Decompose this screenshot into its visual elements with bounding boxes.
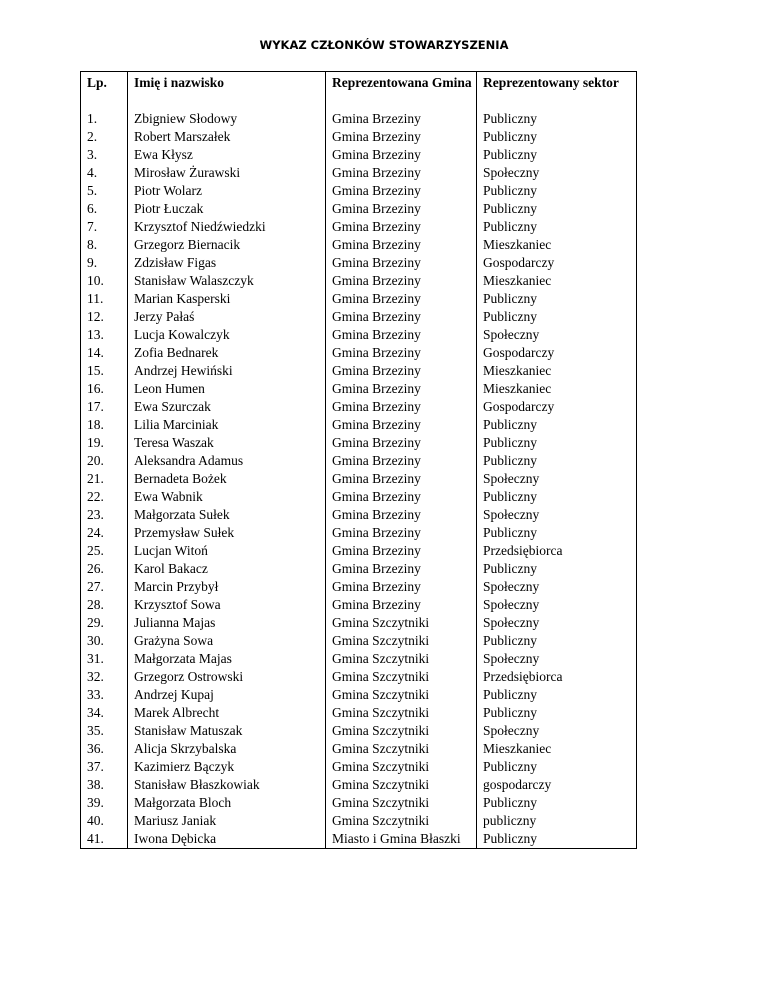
cell-sector: Przedsiębiorca	[477, 668, 637, 686]
cell-commune: Gmina Brzeziny	[326, 128, 477, 146]
table-row	[81, 470, 637, 488]
table-row	[81, 812, 637, 830]
cell-name: Stanisław Błaszkowiak	[128, 776, 326, 794]
cell-name: Zdzisław Figas	[128, 254, 326, 272]
cell-commune: Gmina Szczytniki	[326, 650, 477, 668]
table-row	[81, 236, 637, 254]
cell-name: Marcin Przybył	[128, 578, 326, 596]
cell-name: Robert Marszałek	[128, 128, 326, 146]
cell-sector: Gospodarczy	[477, 344, 637, 362]
table-row	[81, 560, 637, 578]
cell-name: Ewa Kłysz	[128, 146, 326, 164]
cell-sector: Publiczny	[477, 308, 637, 326]
cell-sector: Społeczny	[477, 596, 637, 614]
cell-sector: Publiczny	[477, 632, 637, 650]
cell-sector: Społeczny	[477, 722, 637, 740]
cell-lp: 1.	[81, 110, 128, 128]
cell-name: Krzysztof Sowa	[128, 596, 326, 614]
cell-sector: Publiczny	[477, 218, 637, 236]
cell-lp: 33.	[81, 686, 128, 704]
cell-commune: Gmina Brzeziny	[326, 488, 477, 506]
cell-name: Lucjan Witoń	[128, 542, 326, 560]
cell-commune: Gmina Szczytniki	[326, 686, 477, 704]
cell-sector: gospodarczy	[477, 776, 637, 794]
table-row	[81, 254, 637, 272]
cell-lp: 4.	[81, 164, 128, 182]
cell-sector: Publiczny	[477, 830, 637, 849]
document-title: WYKAZ CZŁONKÓW STOWARZYSZENIA	[259, 38, 509, 52]
cell-lp: 27.	[81, 578, 128, 596]
table-row	[81, 146, 637, 164]
cell-sector: Społeczny	[477, 650, 637, 668]
cell-name: Marek Albrecht	[128, 704, 326, 722]
cell-lp: 24.	[81, 524, 128, 542]
cell-name: Bernadeta Bożek	[128, 470, 326, 488]
cell-commune: Gmina Brzeziny	[326, 362, 477, 380]
cell-name: Lilia Marciniak	[128, 416, 326, 434]
cell-commune: Gmina Brzeziny	[326, 272, 477, 290]
table-row	[81, 506, 637, 524]
cell-commune: Gmina Brzeziny	[326, 416, 477, 434]
cell-name: Julianna Majas	[128, 614, 326, 632]
cell-lp: 23.	[81, 506, 128, 524]
cell-commune: Gmina Szczytniki	[326, 812, 477, 830]
table-row	[81, 308, 637, 326]
table-row	[81, 758, 637, 776]
cell-commune: Gmina Brzeziny	[326, 236, 477, 254]
cell-commune: Gmina Brzeziny	[326, 182, 477, 200]
cell-commune: Gmina Brzeziny	[326, 560, 477, 578]
table-row	[81, 110, 637, 128]
cell-name: Karol Bakacz	[128, 560, 326, 578]
table-row	[81, 362, 637, 380]
cell-lp: 5.	[81, 182, 128, 200]
cell-lp: 40.	[81, 812, 128, 830]
cell-sector: Publiczny	[477, 758, 637, 776]
cell-lp: 11.	[81, 290, 128, 308]
cell-commune: Gmina Szczytniki	[326, 722, 477, 740]
cell-name: Grzegorz Biernacik	[128, 236, 326, 254]
cell-lp: 39.	[81, 794, 128, 812]
cell-lp: 10.	[81, 272, 128, 290]
cell-sector: Społeczny	[477, 578, 637, 596]
cell-sector: Gospodarczy	[477, 398, 637, 416]
table-row	[81, 830, 637, 849]
cell-lp: 21.	[81, 470, 128, 488]
cell-lp: 9.	[81, 254, 128, 272]
cell-sector: Społeczny	[477, 614, 637, 632]
cell-name: Grzegorz Ostrowski	[128, 668, 326, 686]
table-row	[81, 182, 637, 200]
cell-commune: Gmina Brzeziny	[326, 200, 477, 218]
cell-lp: 29.	[81, 614, 128, 632]
header-name: Imię i nazwisko	[128, 72, 326, 111]
cell-lp: 26.	[81, 560, 128, 578]
cell-name: Aleksandra Adamus	[128, 452, 326, 470]
cell-sector: Publiczny	[477, 110, 637, 128]
cell-name: Teresa Waszak	[128, 434, 326, 452]
cell-commune: Gmina Brzeziny	[326, 254, 477, 272]
cell-name: Piotr Wolarz	[128, 182, 326, 200]
cell-commune: Gmina Szczytniki	[326, 614, 477, 632]
cell-name: Mariusz Janiak	[128, 812, 326, 830]
table-row	[81, 380, 637, 398]
cell-commune: Gmina Brzeziny	[326, 470, 477, 488]
header-lp: Lp.	[81, 72, 128, 111]
cell-sector: Mieszkaniec	[477, 236, 637, 254]
cell-name: Leon Humen	[128, 380, 326, 398]
cell-sector: Publiczny	[477, 128, 637, 146]
cell-sector: Publiczny	[477, 794, 637, 812]
cell-name: Andrzej Hewiński	[128, 362, 326, 380]
table-row	[81, 776, 637, 794]
table-row	[81, 524, 637, 542]
table-row	[81, 722, 637, 740]
table-row	[81, 704, 637, 722]
table-row	[81, 218, 637, 236]
cell-lp: 32.	[81, 668, 128, 686]
cell-lp: 16.	[81, 380, 128, 398]
header-commune: Reprezentowana Gmina	[326, 72, 477, 111]
cell-sector: Społeczny	[477, 164, 637, 182]
table-row	[81, 344, 637, 362]
cell-sector: Publiczny	[477, 182, 637, 200]
cell-name: Mirosław Żurawski	[128, 164, 326, 182]
cell-sector: Publiczny	[477, 686, 637, 704]
table-row	[81, 650, 637, 668]
table-row	[81, 614, 637, 632]
cell-name: Małgorzata Sułek	[128, 506, 326, 524]
cell-name: Marian Kasperski	[128, 290, 326, 308]
table-row	[81, 326, 637, 344]
cell-lp: 6.	[81, 200, 128, 218]
table-row	[81, 632, 637, 650]
cell-lp: 19.	[81, 434, 128, 452]
cell-commune: Gmina Brzeziny	[326, 218, 477, 236]
table-row	[81, 488, 637, 506]
cell-lp: 12.	[81, 308, 128, 326]
cell-sector: Mieszkaniec	[477, 272, 637, 290]
cell-name: Jerzy Pałaś	[128, 308, 326, 326]
cell-lp: 22.	[81, 488, 128, 506]
cell-commune: Gmina Brzeziny	[326, 146, 477, 164]
cell-name: Iwona Dębicka	[128, 830, 326, 849]
cell-lp: 20.	[81, 452, 128, 470]
cell-sector: Mieszkaniec	[477, 380, 637, 398]
cell-sector: Publiczny	[477, 290, 637, 308]
cell-name: Ewa Szurczak	[128, 398, 326, 416]
cell-commune: Gmina Brzeziny	[326, 524, 477, 542]
cell-name: Krzysztof Niedźwiedzki	[128, 218, 326, 236]
cell-lp: 35.	[81, 722, 128, 740]
cell-lp: 14.	[81, 344, 128, 362]
cell-sector: Publiczny	[477, 416, 637, 434]
cell-commune: Gmina Brzeziny	[326, 452, 477, 470]
cell-commune: Gmina Brzeziny	[326, 326, 477, 344]
cell-name: Stanisław Matuszak	[128, 722, 326, 740]
cell-commune: Gmina Brzeziny	[326, 578, 477, 596]
cell-name: Piotr Łuczak	[128, 200, 326, 218]
cell-sector: Przedsiębiorca	[477, 542, 637, 560]
cell-sector: Mieszkaniec	[477, 362, 637, 380]
cell-sector: publiczny	[477, 812, 637, 830]
cell-commune: Gmina Brzeziny	[326, 380, 477, 398]
cell-sector: Publiczny	[477, 488, 637, 506]
cell-commune: Gmina Brzeziny	[326, 164, 477, 182]
cell-sector: Publiczny	[477, 434, 637, 452]
cell-lp: 25.	[81, 542, 128, 560]
table-row	[81, 434, 637, 452]
table-row	[81, 290, 637, 308]
cell-lp: 31.	[81, 650, 128, 668]
cell-lp: 38.	[81, 776, 128, 794]
table-row	[81, 668, 637, 686]
table-row	[81, 452, 637, 470]
cell-lp: 13.	[81, 326, 128, 344]
cell-name: Kazimierz Bączyk	[128, 758, 326, 776]
cell-name: Andrzej Kupaj	[128, 686, 326, 704]
cell-commune: Gmina Brzeziny	[326, 542, 477, 560]
cell-commune: Miasto i Gmina Błaszki	[326, 830, 477, 849]
cell-sector: Publiczny	[477, 146, 637, 164]
cell-lp: 34.	[81, 704, 128, 722]
cell-name: Małgorzata Bloch	[128, 794, 326, 812]
cell-sector: Publiczny	[477, 200, 637, 218]
members-table	[80, 71, 637, 849]
cell-commune: Gmina Szczytniki	[326, 776, 477, 794]
cell-commune: Gmina Brzeziny	[326, 596, 477, 614]
cell-commune: Gmina Brzeziny	[326, 398, 477, 416]
cell-lp: 15.	[81, 362, 128, 380]
table-row	[81, 578, 637, 596]
table-row	[81, 200, 637, 218]
table-row	[81, 128, 637, 146]
table-row	[81, 398, 637, 416]
cell-lp: 41.	[81, 830, 128, 849]
cell-commune: Gmina Brzeziny	[326, 344, 477, 362]
table-row	[81, 272, 637, 290]
cell-lp: 8.	[81, 236, 128, 254]
cell-name: Stanisław Walaszczyk	[128, 272, 326, 290]
cell-name: Alicja Skrzybalska	[128, 740, 326, 758]
cell-lp: 17.	[81, 398, 128, 416]
table-row	[81, 686, 637, 704]
cell-name: Zofia Bednarek	[128, 344, 326, 362]
cell-sector: Publiczny	[477, 704, 637, 722]
cell-name: Ewa Wabnik	[128, 488, 326, 506]
cell-commune: Gmina Szczytniki	[326, 740, 477, 758]
cell-sector: Społeczny	[477, 506, 637, 524]
cell-commune: Gmina Brzeziny	[326, 110, 477, 128]
cell-lp: 28.	[81, 596, 128, 614]
cell-lp: 30.	[81, 632, 128, 650]
cell-commune: Gmina Szczytniki	[326, 758, 477, 776]
cell-commune: Gmina Szczytniki	[326, 668, 477, 686]
table-row	[81, 164, 637, 182]
cell-sector: Publiczny	[477, 524, 637, 542]
cell-name: Grażyna Sowa	[128, 632, 326, 650]
cell-name: Lucja Kowalczyk	[128, 326, 326, 344]
cell-lp: 7.	[81, 218, 128, 236]
cell-sector: Publiczny	[477, 452, 637, 470]
table-row	[81, 542, 637, 560]
cell-commune: Gmina Szczytniki	[326, 794, 477, 812]
cell-name: Małgorzata Majas	[128, 650, 326, 668]
header-sector: Reprezentowany sektor	[477, 72, 637, 111]
cell-lp: 2.	[81, 128, 128, 146]
cell-lp: 36.	[81, 740, 128, 758]
cell-sector: Społeczny	[477, 470, 637, 488]
cell-lp: 3.	[81, 146, 128, 164]
cell-sector: Społeczny	[477, 326, 637, 344]
table-row	[81, 416, 637, 434]
cell-name: Przemysław Sułek	[128, 524, 326, 542]
cell-lp: 18.	[81, 416, 128, 434]
cell-sector: Mieszkaniec	[477, 740, 637, 758]
table-row	[81, 596, 637, 614]
cell-lp: 37.	[81, 758, 128, 776]
table-row	[81, 740, 637, 758]
table-header-row	[81, 72, 637, 111]
cell-commune: Gmina Brzeziny	[326, 308, 477, 326]
cell-commune: Gmina Brzeziny	[326, 506, 477, 524]
cell-commune: Gmina Szczytniki	[326, 704, 477, 722]
cell-commune: Gmina Brzeziny	[326, 434, 477, 452]
table-row	[81, 794, 637, 812]
cell-commune: Gmina Szczytniki	[326, 632, 477, 650]
cell-name: Zbigniew Słodowy	[128, 110, 326, 128]
cell-sector: Gospodarczy	[477, 254, 637, 272]
cell-sector: Publiczny	[477, 560, 637, 578]
cell-commune: Gmina Brzeziny	[326, 290, 477, 308]
